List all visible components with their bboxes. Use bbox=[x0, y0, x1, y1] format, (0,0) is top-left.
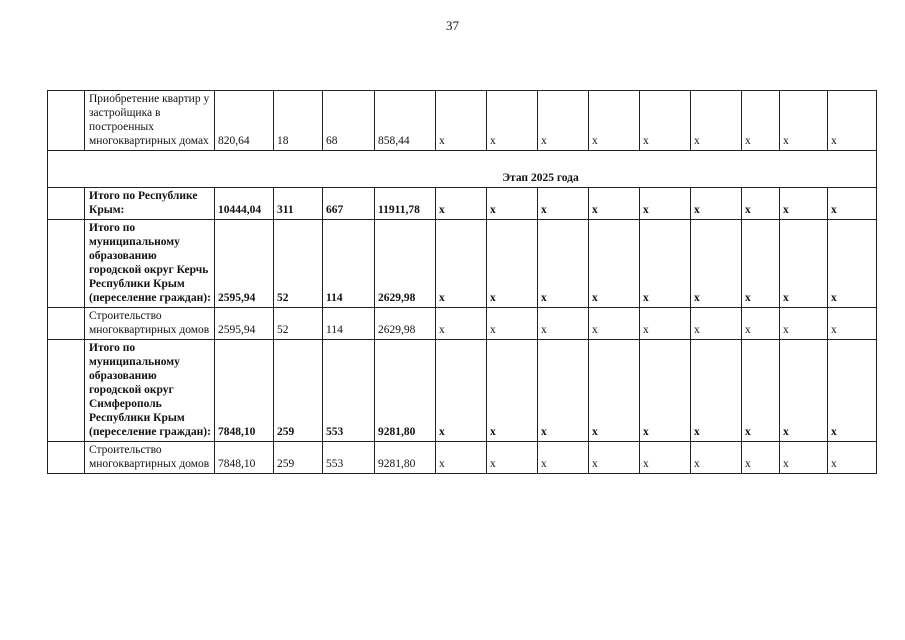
value-cell: 114 bbox=[323, 308, 375, 340]
mark-cell: x bbox=[742, 188, 780, 220]
row-name-cell: Итого по муниципальному образованию городской округ Симферополь Республики Крым (переселение граждан): bbox=[85, 340, 215, 442]
mark-cell: x bbox=[538, 442, 589, 474]
data-table bbox=[47, 90, 877, 474]
mark-cell: x bbox=[691, 442, 742, 474]
mark-cell: x bbox=[780, 442, 828, 474]
mark-cell: x bbox=[589, 442, 640, 474]
mark-cell: x bbox=[691, 188, 742, 220]
row-name-cell: Приобретение квартир у застройщика в построенных многоквартирных домах bbox=[85, 91, 215, 151]
mark-cell: x bbox=[691, 308, 742, 340]
value-cell: 2629,98 bbox=[375, 220, 436, 308]
mark-cell: x bbox=[691, 91, 742, 151]
mark-cell: x bbox=[589, 308, 640, 340]
mark-cell: x bbox=[589, 340, 640, 442]
value-cell: 114 bbox=[323, 220, 375, 308]
mark-cell: x bbox=[538, 220, 589, 308]
mark-cell: x bbox=[436, 308, 487, 340]
value-cell: 68 bbox=[323, 91, 375, 151]
mark-cell: x bbox=[589, 220, 640, 308]
mark-cell: x bbox=[436, 188, 487, 220]
value-cell: 18 bbox=[274, 91, 323, 151]
stage-heading: Этап 2025 года bbox=[48, 151, 877, 188]
page-number: 37 bbox=[446, 18, 459, 33]
value-cell: 11911,78 bbox=[375, 188, 436, 220]
value-cell: 52 bbox=[274, 308, 323, 340]
table-row bbox=[48, 220, 877, 308]
table-row bbox=[48, 442, 877, 474]
row-index-cell bbox=[48, 220, 85, 308]
mark-cell: x bbox=[780, 340, 828, 442]
row-index-cell bbox=[48, 442, 85, 474]
value-cell: 820,64 bbox=[215, 91, 274, 151]
mark-cell: x bbox=[828, 91, 877, 151]
row-name-cell: Итого по муниципальному образованию городской округ Керчь Республики Крым (переселение граждан): bbox=[85, 220, 215, 308]
mark-cell: x bbox=[640, 308, 691, 340]
table-body-after-stage bbox=[48, 188, 877, 474]
mark-cell: x bbox=[780, 308, 828, 340]
mark-cell: x bbox=[828, 340, 877, 442]
value-cell: 667 bbox=[323, 188, 375, 220]
mark-cell: x bbox=[742, 442, 780, 474]
mark-cell: x bbox=[780, 188, 828, 220]
mark-cell: x bbox=[828, 188, 877, 220]
mark-cell: x bbox=[589, 91, 640, 151]
value-cell: 7848,10 bbox=[215, 442, 274, 474]
value-cell: 2629,98 bbox=[375, 308, 436, 340]
value-cell: 311 bbox=[274, 188, 323, 220]
mark-cell: x bbox=[487, 91, 538, 151]
mark-cell: x bbox=[589, 188, 640, 220]
mark-cell: x bbox=[538, 308, 589, 340]
value-cell: 7848,10 bbox=[215, 340, 274, 442]
value-cell: 2595,94 bbox=[215, 308, 274, 340]
mark-cell: x bbox=[742, 308, 780, 340]
row-name-cell: Строительство многоквартирных домов bbox=[85, 308, 215, 340]
mark-cell: x bbox=[691, 340, 742, 442]
mark-cell: x bbox=[691, 220, 742, 308]
value-cell: 52 bbox=[274, 220, 323, 308]
mark-cell: x bbox=[487, 220, 538, 308]
mark-cell: x bbox=[828, 220, 877, 308]
table-row bbox=[48, 91, 877, 151]
mark-cell: x bbox=[487, 442, 538, 474]
value-cell: 9281,80 bbox=[375, 442, 436, 474]
value-cell: 553 bbox=[323, 340, 375, 442]
mark-cell: x bbox=[828, 308, 877, 340]
mark-cell: x bbox=[640, 91, 691, 151]
mark-cell: x bbox=[640, 220, 691, 308]
mark-cell: x bbox=[436, 340, 487, 442]
row-index-cell bbox=[48, 91, 85, 151]
mark-cell: x bbox=[538, 91, 589, 151]
mark-cell: x bbox=[742, 340, 780, 442]
mark-cell: x bbox=[487, 188, 538, 220]
mark-cell: x bbox=[538, 340, 589, 442]
row-index-cell bbox=[48, 308, 85, 340]
mark-cell: x bbox=[487, 340, 538, 442]
mark-cell: x bbox=[436, 220, 487, 308]
value-cell: 10444,04 bbox=[215, 188, 274, 220]
mark-cell: x bbox=[640, 340, 691, 442]
row-name-cell: Строительство многоквартирных домов bbox=[85, 442, 215, 474]
value-cell: 858,44 bbox=[375, 91, 436, 151]
stage-section bbox=[48, 151, 877, 188]
mark-cell: x bbox=[742, 220, 780, 308]
mark-cell: x bbox=[640, 188, 691, 220]
mark-cell: x bbox=[436, 91, 487, 151]
value-cell: 9281,80 bbox=[375, 340, 436, 442]
mark-cell: x bbox=[780, 91, 828, 151]
value-cell: 259 bbox=[274, 442, 323, 474]
row-index-cell bbox=[48, 340, 85, 442]
mark-cell: x bbox=[640, 442, 691, 474]
mark-cell: x bbox=[436, 442, 487, 474]
mark-cell: x bbox=[780, 220, 828, 308]
mark-cell: x bbox=[742, 91, 780, 151]
value-cell: 259 bbox=[274, 340, 323, 442]
mark-cell: x bbox=[828, 442, 877, 474]
row-index-cell bbox=[48, 188, 85, 220]
table-row bbox=[48, 308, 877, 340]
mark-cell: x bbox=[538, 188, 589, 220]
mark-cell: x bbox=[487, 308, 538, 340]
table-body-before-stage bbox=[48, 91, 877, 151]
row-name-cell: Итого по Республике Крым: bbox=[85, 188, 215, 220]
value-cell: 553 bbox=[323, 442, 375, 474]
table-row bbox=[48, 340, 877, 442]
value-cell: 2595,94 bbox=[215, 220, 274, 308]
table-row bbox=[48, 188, 877, 220]
